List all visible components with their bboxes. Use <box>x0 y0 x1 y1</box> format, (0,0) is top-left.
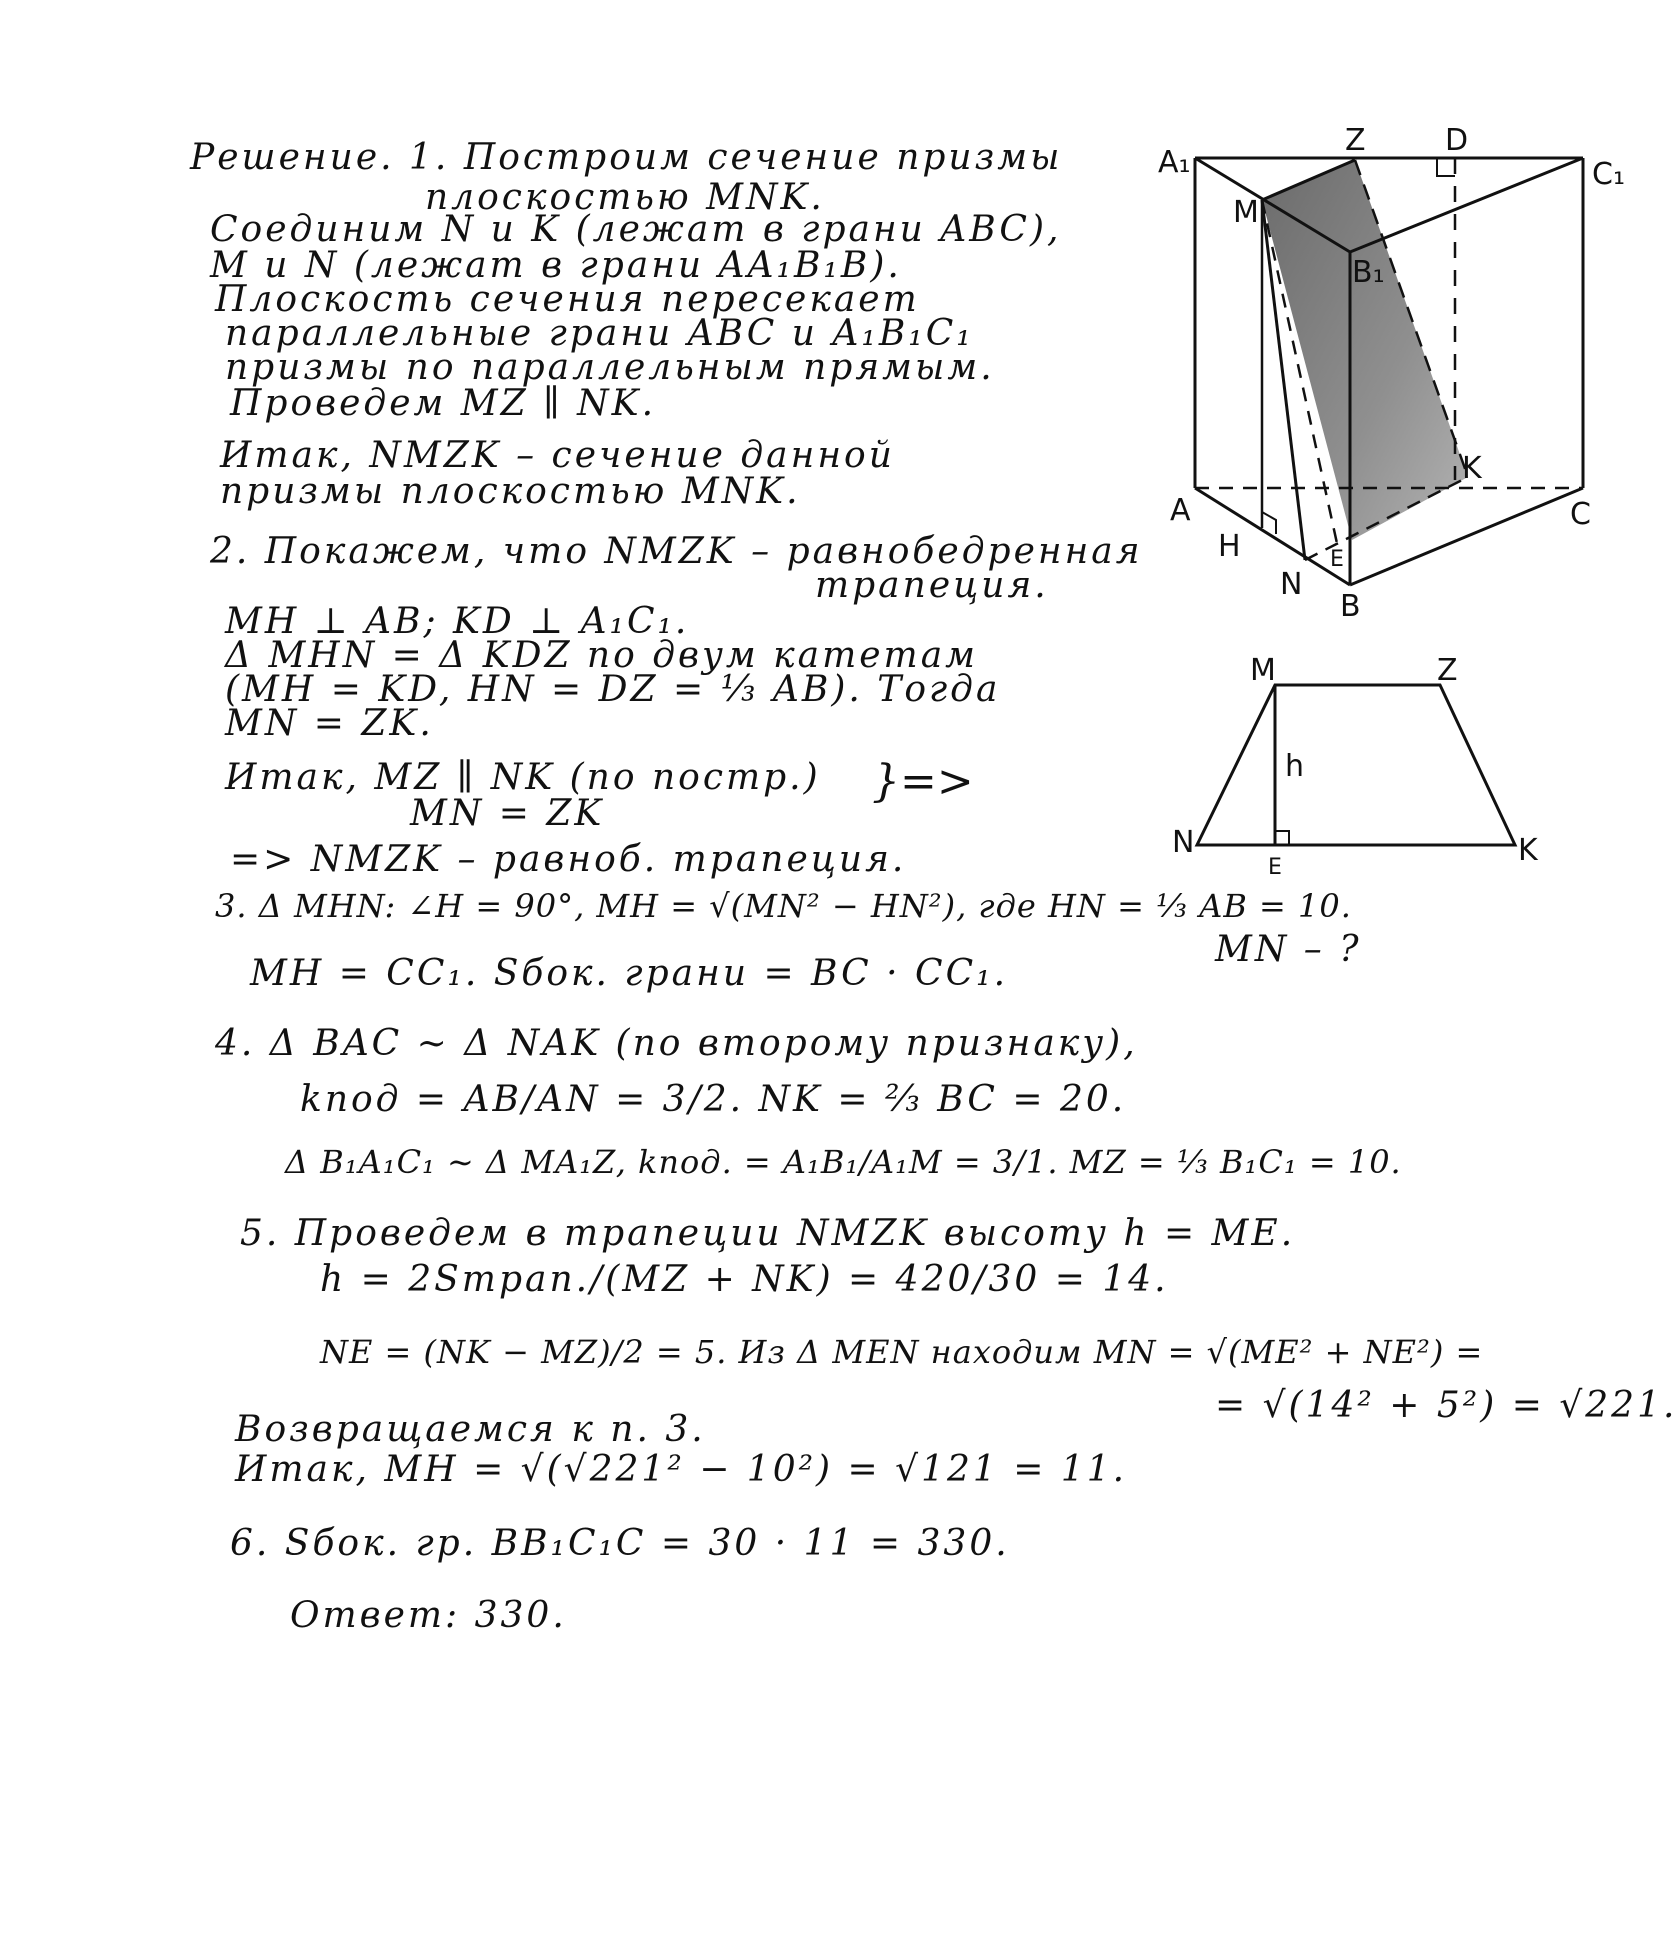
label-C1: C₁ <box>1592 157 1625 192</box>
label-N: N <box>1280 567 1303 602</box>
solution-line-30: Возвращаемся к п. 3. <box>235 1409 706 1450</box>
solution-line-4: M и N (лежат в грани AA₁B₁B). <box>210 245 902 286</box>
solution-line-13: MH ⊥ AB; KD ⊥ A₁C₁. <box>225 601 690 642</box>
label-A1: A₁ <box>1158 145 1191 180</box>
solution-line-9: Итак, NMZK – сечение данной <box>220 435 895 476</box>
trap-label-M: M <box>1250 653 1276 688</box>
trap-label-h: h <box>1285 749 1305 784</box>
solution-line-26: 5. Проведем в трапеции NMZK высоту h = ME. <box>240 1213 1296 1254</box>
solution-line-23: 4. Δ BAC ∼ Δ NAK (по второму признаку), <box>215 1023 1138 1064</box>
solution-line-15: (MH = KD, HN = DZ = ⅓ AB). Тогда <box>225 669 1001 710</box>
solution-line-1: Решение. 1. Построим сечение призмы <box>190 137 1063 178</box>
solution-line-22: MH = CC₁. Sбок. грани = BC · CC₁. <box>250 953 1009 994</box>
solution-line-7: призмы по параллельным прямым. <box>225 347 995 388</box>
solution-line-19: => NMZK – равноб. трапеция. <box>230 839 907 880</box>
label-M: M <box>1233 195 1259 230</box>
solution-line-25: Δ B₁A₁C₁ ∼ Δ MA₁Z, kпод. = A₁B₁/A₁M = 3/1. MZ = ⅓ B₁C₁ = 10. <box>285 1143 1402 1181</box>
label-H: H <box>1218 529 1241 564</box>
label-B1: B₁ <box>1352 255 1385 290</box>
solution-line-24: kпод = AB/AN = 3/2. NK = ⅔ BC = 20. <box>300 1079 1127 1120</box>
solution-line-27: h = 2Sтрап./(MZ + NK) = 420/30 = 14. <box>320 1259 1169 1300</box>
label-Z: Z <box>1345 123 1366 158</box>
solution-line-29: = √(14² + 5²) = √221. <box>1215 1385 1678 1426</box>
trap-label-Z: Z <box>1437 653 1458 688</box>
solution-line-5: Плоскость сечения пересекает <box>215 279 920 320</box>
solution-line-10: призмы плоскостью MNK. <box>220 471 801 512</box>
solution-line-16: MN = ZK. <box>225 703 434 744</box>
solution-line-28: NE = (NK − MZ)/2 = 5. Из Δ MEN находим MN = √(ME² + NE²) = <box>320 1333 1484 1371</box>
label-D: D <box>1445 123 1469 158</box>
trap-label-K: K <box>1518 833 1538 868</box>
trapezoid-right-angle-E <box>1275 831 1289 845</box>
solution-line-33: Ответ: 330. <box>290 1595 567 1636</box>
solution-line-20: 3. Δ MHN: ∠H = 90°, MH = √(MN² − HN²), где HN = ⅓ AB = 10. <box>215 887 1352 925</box>
solution-line-14: Δ MHN = Δ KDZ по двум катетам <box>225 635 978 676</box>
solution-line-8: Проведем MZ ∥ NK. <box>230 383 657 424</box>
trapezoid-NMZK <box>1197 685 1515 845</box>
trap-label-E: E <box>1268 855 1282 880</box>
implication-brace: }=> <box>872 756 974 807</box>
solution-line-18: MN = ZK <box>410 793 605 834</box>
solution-line-12: трапеция. <box>815 565 1049 606</box>
label-A: A <box>1170 493 1191 528</box>
solution-line-2: плоскостью MNK. <box>425 177 825 218</box>
trap-label-N: N <box>1172 825 1195 860</box>
label-B: B <box>1340 589 1361 624</box>
solution-line-31: Итак, MH = √(√221² − 10²) = √121 = 11. <box>235 1449 1128 1490</box>
label-C: C <box>1570 497 1591 532</box>
solution-line-32: 6. Sбок. гр. BB₁C₁C = 30 · 11 = 330. <box>230 1523 1010 1564</box>
solution-line-6: параллельные грани ABC и A₁B₁C₁ <box>225 313 974 354</box>
solution-line-11: 2. Покажем, что NMZK – равнобедренная <box>210 531 1143 572</box>
solution-line-3: Соединим N и K (лежат в грани ABC), <box>210 209 1062 250</box>
solution-line-17: Итак, MZ ∥ NK (по постр.) <box>225 757 821 798</box>
solution-line-21: MN – ? <box>1215 929 1362 970</box>
label-E: E <box>1330 547 1344 572</box>
label-K: K <box>1462 451 1482 486</box>
